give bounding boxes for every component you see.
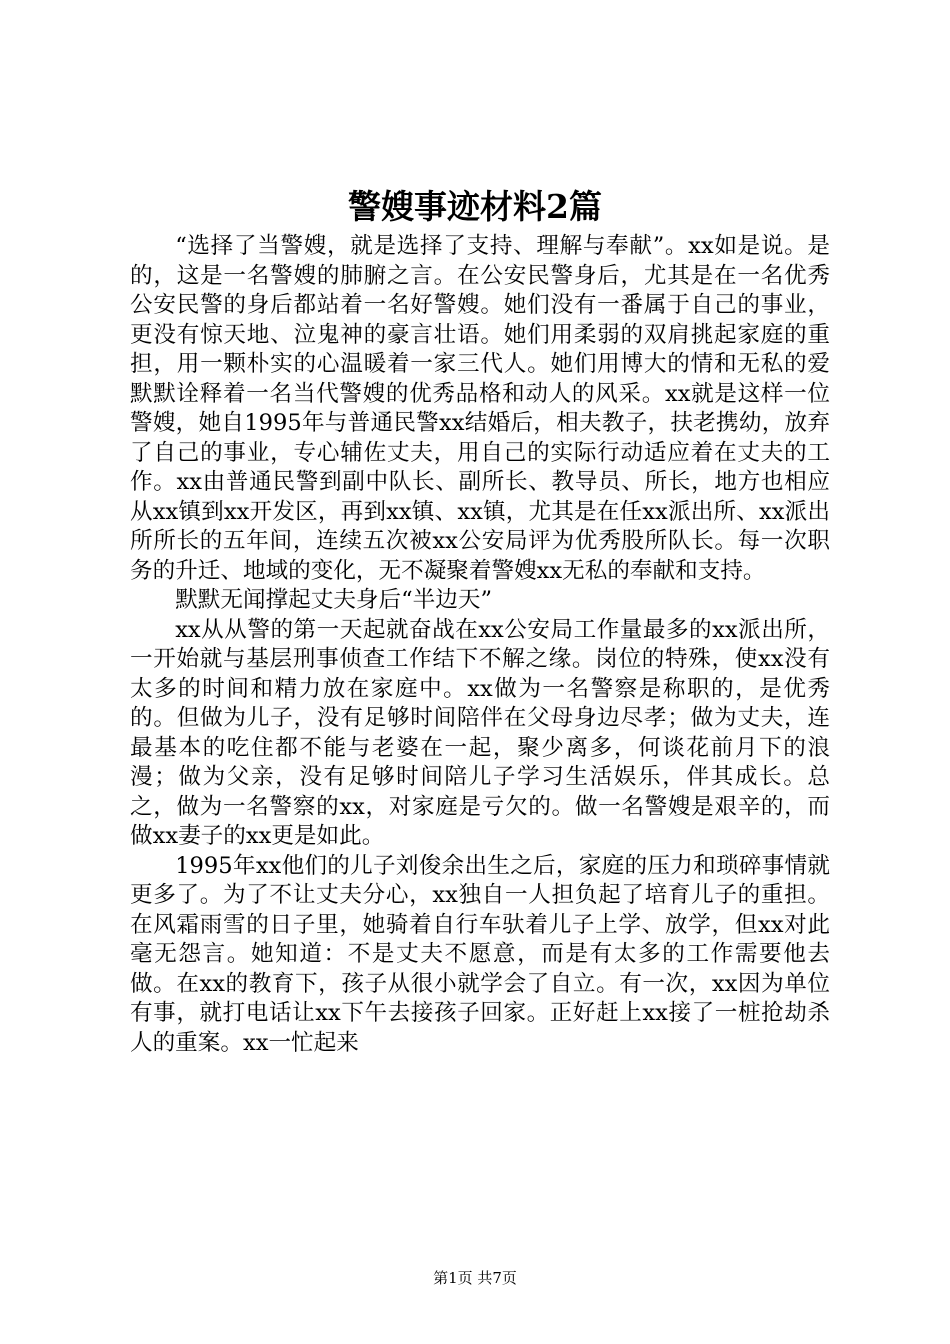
section-heading: 默默无闻撑起丈夫身后“半边天” [175,587,493,613]
paragraph-3: 1995年xx他们的儿子刘俊余出生之后，家庭的压力和琐碎事情就更多了。为了不让丈夫分心，xx独自一人担负起了培育儿子的重担。在风霜雨雪的日子里，她骑着自行车驮着儿子上学、放学，但xx对此毫无怨言。她知道：不是丈夫不愿意，而是有太多的工作需要他去做。在xx的教育下，孩子从很小就学会了自立。有一次，xx因为单位有事，就打电话让xx下午去接孩子回家。正好赶上xx接了一桩抢劫杀人的重案。xx一忙起来 [130,852,830,1056]
page-footer: 第1页 共7页 [433,1269,517,1287]
document-title: 警嫂事迹材料2篇 [348,187,602,226]
document-body [130,232,830,1058]
paragraph-1: “选择了当警嫂，就是选择了支持、理解与奉献”。xx如是说。是的，这是一名警嫂的肺腑之言。在公安民警身后，尤其是在一名优秀公安民警的身后都站着一名好警嫂。她们没有一番属于自己的事业，更没有惊天地、泣鬼神的豪言壮语。她们用柔弱的双肩挑起家庭的重担，用一颗朴实的心温暖着一家三代人。她们用博大的情和无私的爱默默诠释着一名当代警嫂的优秀品格和动人的风采。xx就是这样一位警嫂，她自1995年与普通民警xx结婚后，相夫教子，扶老携幼，放弃了自己的事业，专心辅佐丈夫，用自己的实际行动适应着在丈夫的工作。xx由普通民警到副中队长、副所长、教导员、所长，地方也相应从xx镇到xx开发区，再到xx镇、xx镇，尤其是在任xx派出所、xx派出所所长的五年间，连续五次被xx公安局评为优秀股所队长。每一次职务的升迁、地域的变化，无不凝聚着警嫂xx无私的奉献和支持。 [130,233,830,584]
paragraph-2: xx从从警的第一天起就奋战在xx公安局工作量最多的xx派出所，一开始就与基层刑事侦查工作结下不解之缘。岗位的特殊，使xx没有太多的时间和精力放在家庭中。xx做为一名警察是称职的，是优秀的。但做为儿子，没有足够时间陪伴在父母身边尽孝；做为丈夫，连最基本的吃住都不能与老婆在一起，聚少离多，何谈花前月下的浪漫；做为父亲，没有足够时间陪儿子学习生活娱乐，伴其成长。总之，做为一名警察的xx，对家庭是亏欠的。做一名警嫂是艰辛的，而做xx妻子的xx更是如此。 [130,616,830,849]
